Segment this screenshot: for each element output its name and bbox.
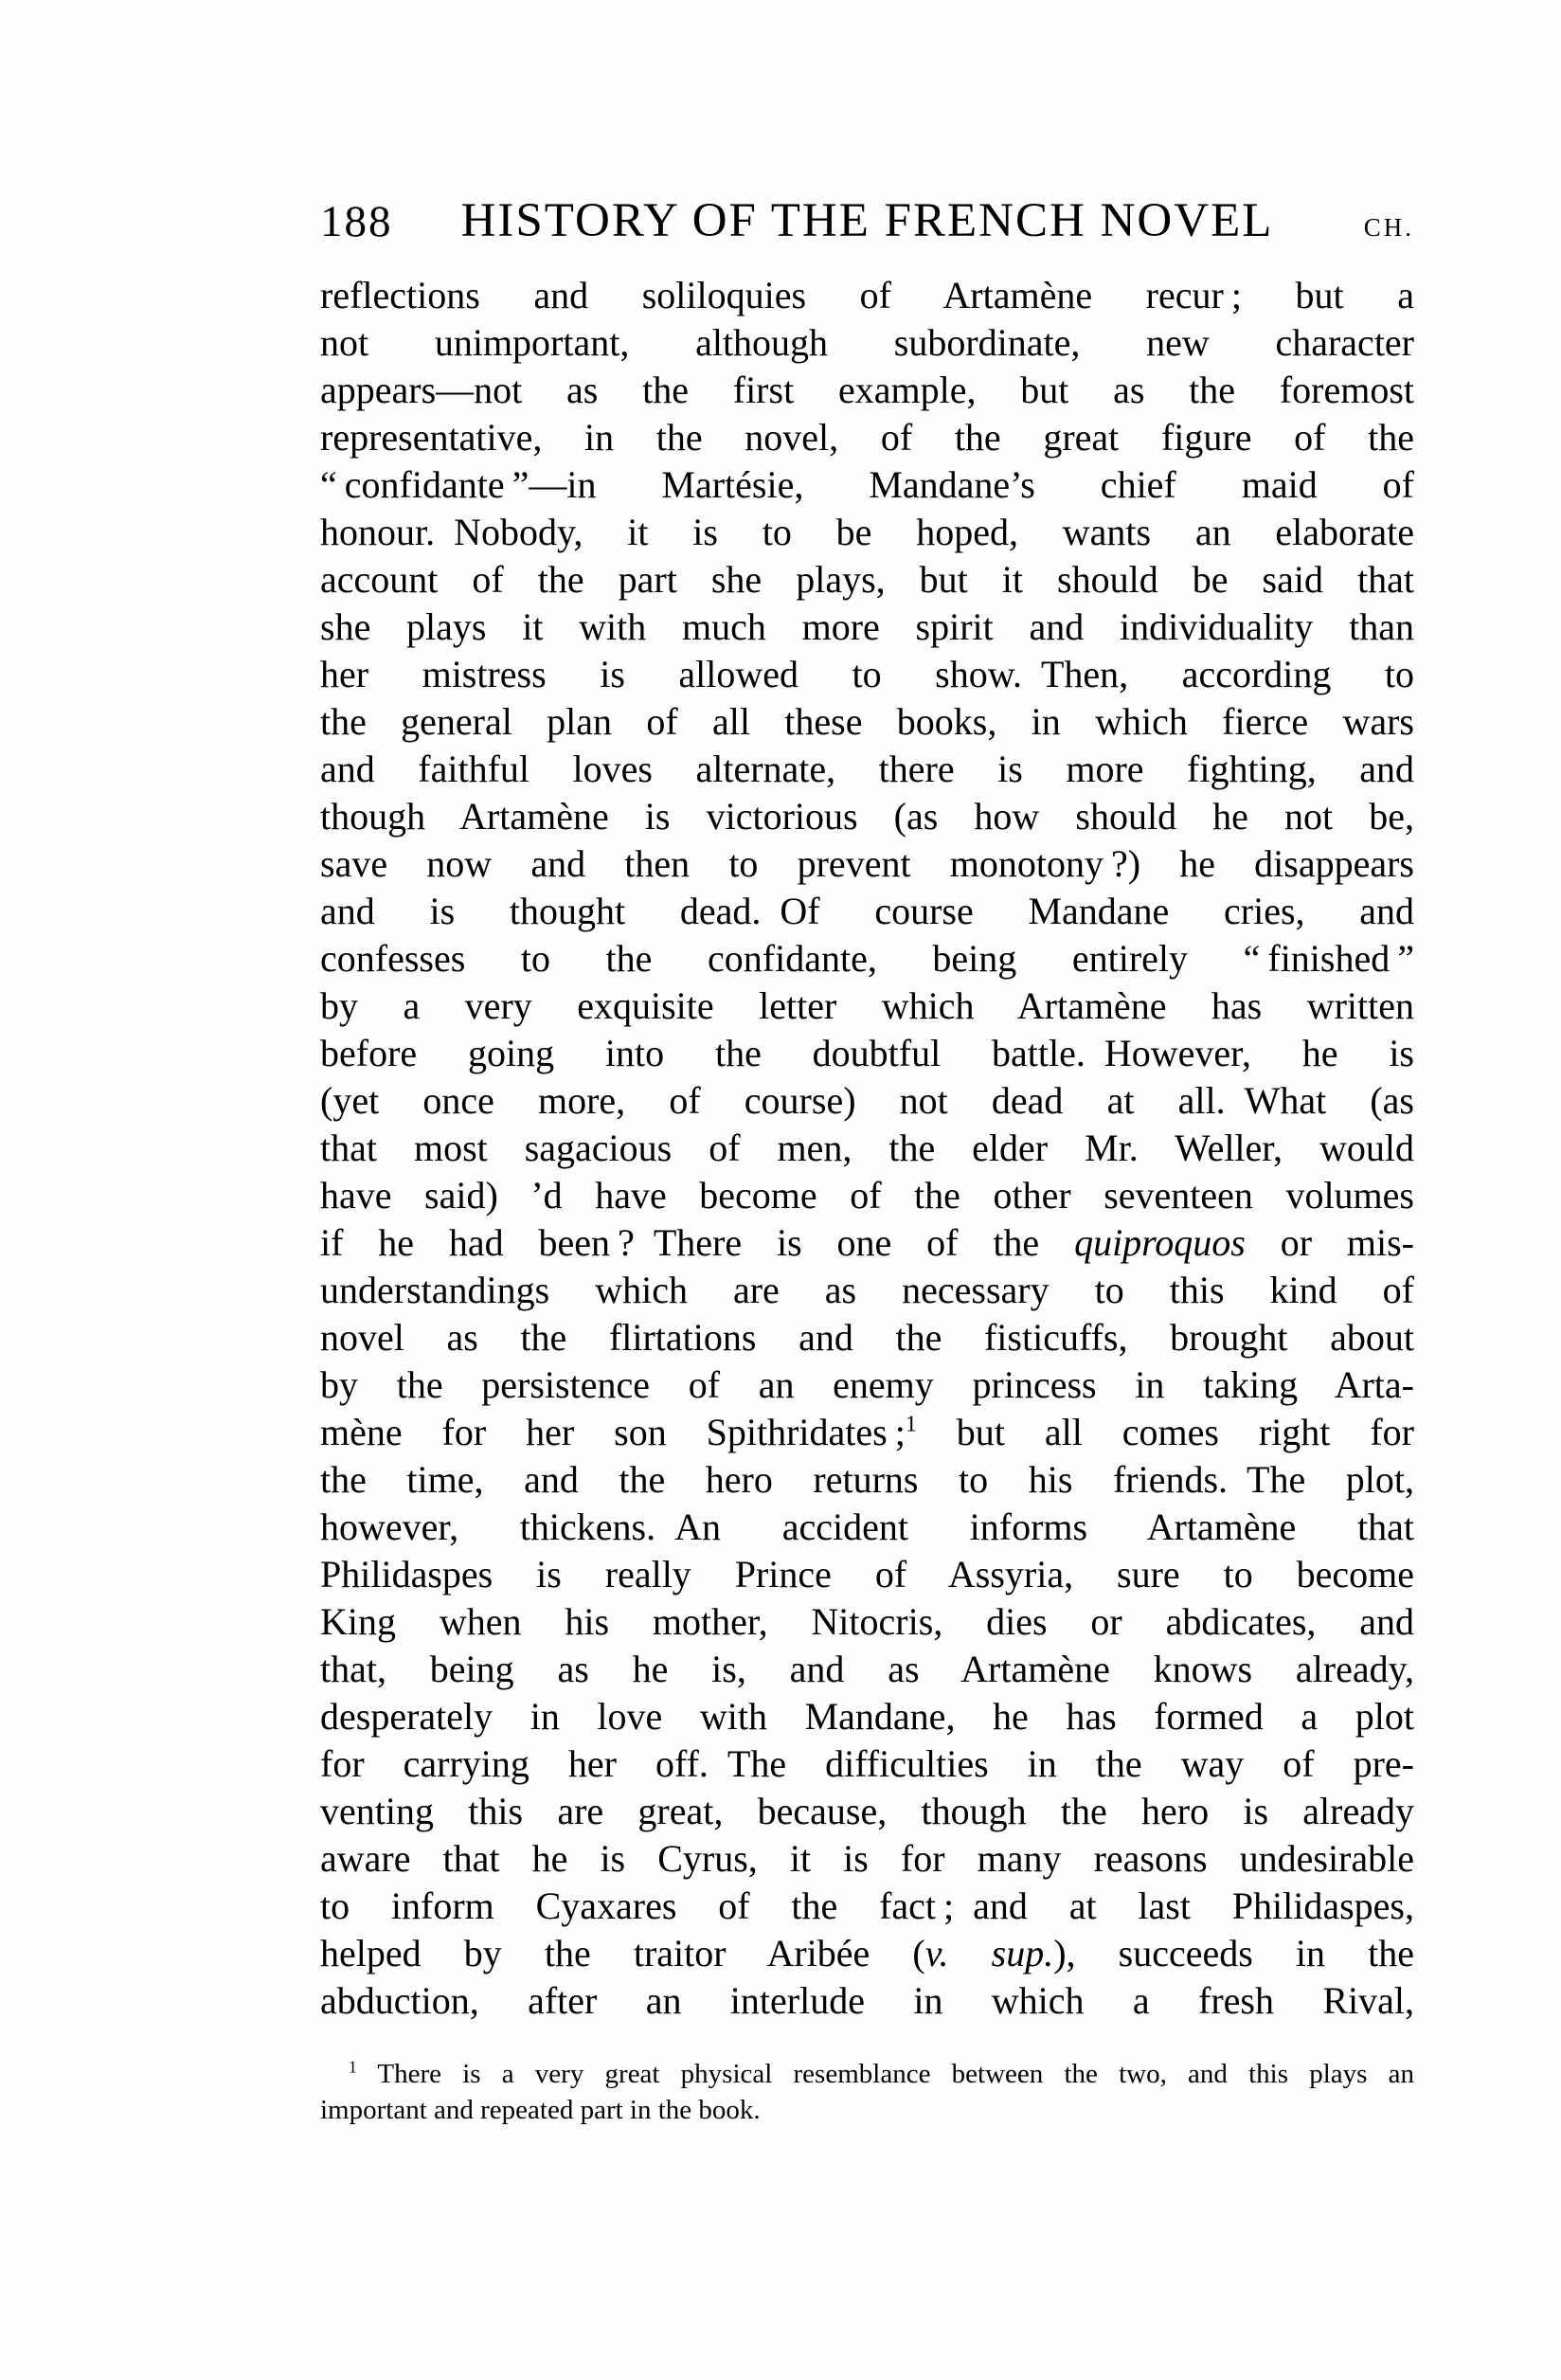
text-line: by the persistence of an enemy princess in taking Arta- [320,1363,1414,1406]
text-line: King when his mother, Nitocris, dies or abdicates, and [320,1600,1414,1643]
footnote-marker: 1 [905,1412,917,1437]
text-line: “ confidante ”—in Martésie, Mandane’s chief maid of [320,463,1414,506]
text-line: her mistress is allowed to show. Then, according to [320,653,1414,695]
text-line: for carrying her off. The difficulties in the way of pre- [320,1742,1414,1785]
text-line: account of the part she plays, but it should be said that [320,558,1414,601]
page-header [320,193,1414,248]
text-line: venting this are great, because, though the hero is already [320,1790,1414,1832]
page-number: 188 [320,197,393,246]
text-line: and faithful loves alternate, there is more fighting, and [320,748,1414,790]
text-line: that most sagacious of men, the elder Mr. Weller, would [320,1127,1414,1169]
text-line: aware that he is Cyrus, it is for many reasons undesirable [320,1837,1414,1880]
text-line: understandings which are as necessary to this kind of [320,1269,1414,1311]
chapter-marker: CH. [1363,213,1414,242]
text-line: and is thought dead. Of course Mandane cries, and [320,890,1414,932]
text-line: honour. Nobody, it is to be hoped, wants an elaborate [320,511,1414,553]
text-line: however, thickens. An accident informs Artamène that [320,1506,1414,1548]
text-line: to inform Cyaxares of the fact ; and at last Philidaspes, [320,1884,1414,1927]
italic-text: v. sup. [924,1932,1054,1974]
text-line: not unimportant, although subordinate, new character [320,321,1414,364]
text-line: abduction, after an interlude in which a fresh Rival, [320,1979,1414,2022]
text-line: that, being as he is, and as Artamène knows already, [320,1648,1414,1690]
text-line: reflections and soliloquies of Artamène recur ; but a [320,274,1414,316]
text-line: if he had been ? There is one of the quiproquos or mis- [320,1221,1415,1264]
text-line: by a very exquisite letter which Artamène has written [320,984,1414,1027]
text-line: (yet once more, of course) not dead at all. What (as [320,1079,1414,1122]
footnote-marker: 1 [349,2057,357,2077]
text-line: save now and then to prevent monotony ?) he disappears [320,842,1414,885]
footnote [320,2056,1414,2128]
text-line: the time, and the hero returns to his friends. The plot, [320,1458,1414,1501]
text-line: though Artamène is victorious (as how should he not be, [320,795,1414,838]
italic-text: quiproquos [1074,1221,1246,1264]
text-line: helped by the traitor Aribée (v. sup.), succeeds in the [320,1932,1414,1974]
text-line: mène for her son Spithridates ;$^1$ but all comes right for [320,1411,1414,1453]
text-line: confesses to the confidante, being entirely “ finished ” [320,937,1414,980]
text-line: desperately in love with Mandane, he has formed a plot [320,1695,1414,1738]
text-line: the general plan of all these books, in which fierce wars [320,700,1414,743]
running-title: HISTORY OF THE FRENCH NOVEL [460,194,1274,247]
text-line: before going into the doubtful battle. However, he is [320,1032,1414,1074]
text-line: novel as the flirtations and the fisticuffs, brought about [320,1316,1414,1359]
text-line: Philidaspes is really Prince of Assyria, sure to become [320,1553,1414,1596]
text-line: $^1$ There is a very great physical resemblance between the two, and this plays an [349,2057,1414,2089]
text-line: she plays it with much more spirit and individuality than [320,605,1414,648]
text-line: have said) ’d have become of the other seventeen volumes [320,1174,1414,1217]
body-text [320,272,1414,2025]
text-line: representative, in the novel, of the great figure of the [320,416,1414,459]
text-line: important and repeated part in the book. [320,2095,761,2125]
text-line: appears—not as the first example, but as the foremost [320,369,1414,411]
